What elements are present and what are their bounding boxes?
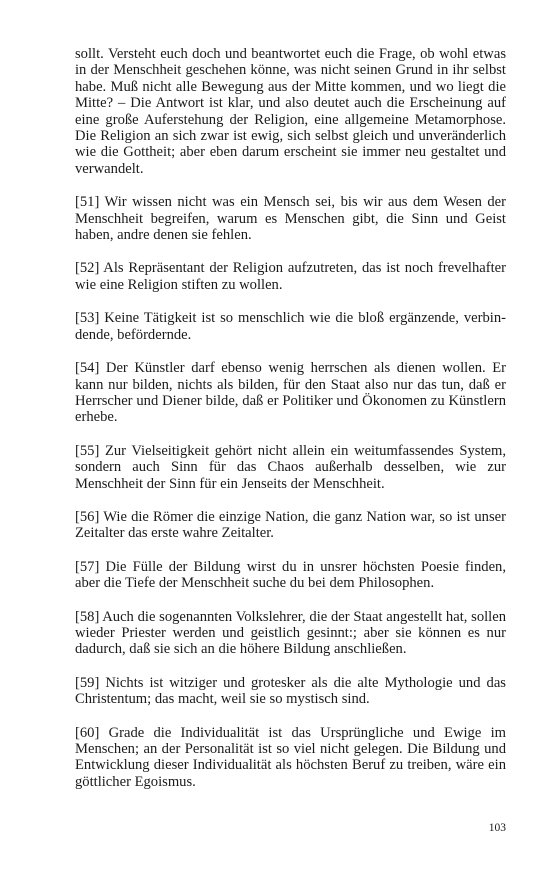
paragraph-52: [52] Als Repräsentant der Religion aufzutreten, das ist noch frevelhafter wie eine Religion stiften zu wollen.	[75, 260, 506, 293]
paragraph-51: [51] Wir wissen nicht was ein Mensch sei, bis wir aus dem Wesen der Menschheit begreifen, warum es Menschen gibt, die Sinn und Geist haben, andre denen sie fehlen.	[75, 194, 506, 244]
page-body	[75, 46, 506, 807]
paragraph-60: [60] Grade die Individualität ist das Ursprüngliche und Ewige im Menschen; an der Personalität ist so viel nicht gelegen. Die Bildung und Entwicklung dieser Individualität als höchsten Beruf zu treiben, wäre ein göttlicher Egoismus.	[75, 724, 506, 790]
paragraph-55: [55] Zur Vielseitigkeit gehört nicht allein ein weitumfassendes System, sondern auch Sinn für das Chaos außerhalb desselben, wie zur Menschheit der Sinn für ein Jenseits der Menschheit.	[75, 442, 506, 492]
paragraph-53: [53] Keine Tätigkeit ist so menschlich wie die bloß ergänzende, verbindende, befördernde.	[75, 310, 506, 343]
page-number: 103	[488, 822, 506, 834]
paragraph-continuation: sollt. Versteht euch doch und beantwortet euch die Frage, ob wohl etwas in der Menschheit geschehen könne, was nicht seinen Grund in ihr selbst habe. Muß nicht alle Bewegung aus der Mitte kommen, und wo liegt die Mitte? – Die Antwort ist klar, und also deutet auch die Erscheinung auf eine große Auferstehung der Religion, eine allgemeine Metamorphose. Die Religion an sich zwar ist ewig, sich selbst gleich und unveränderlich wie die Gottheit; aber eben darum erscheint sie immer neu gestaltet und verwandelt.	[75, 46, 506, 177]
paragraph-59: [59] Nichts ist witziger und grotesker als die alte Mythologie und das Christentum; das macht, weil sie so mystisch sind.	[75, 674, 506, 708]
paragraph-54: [54] Der Künstler darf ebenso wenig herrschen als dienen wollen. Er kann nur bilden, nichts als bilden, für den Staat also nur das tun, daß er Herrscher und Diener bilde, daß er Politiker und Ökonomen zu Künstlern erhebe.	[75, 360, 506, 426]
paragraph-56: [56] Wie die Römer die einzige Nation, die ganz Nation war, so ist unser Zeitalter das erste wahre Zeitalter.	[75, 508, 506, 542]
paragraph-57: [57] Die Fülle der Bildung wirst du in unsrer höchsten Poesie finden, aber die Tiefe der Menschheit suche du bei dem Philosophen.	[75, 558, 506, 592]
paragraph-58: [58] Auch die sogenannten Volkslehrer, die der Staat angestellt hat, sollen wieder Priester werden und geistlich gesinnt:; aber sie können es nur dadurch, daß sie sich an die höhere Bildung anschließen.	[75, 608, 506, 658]
